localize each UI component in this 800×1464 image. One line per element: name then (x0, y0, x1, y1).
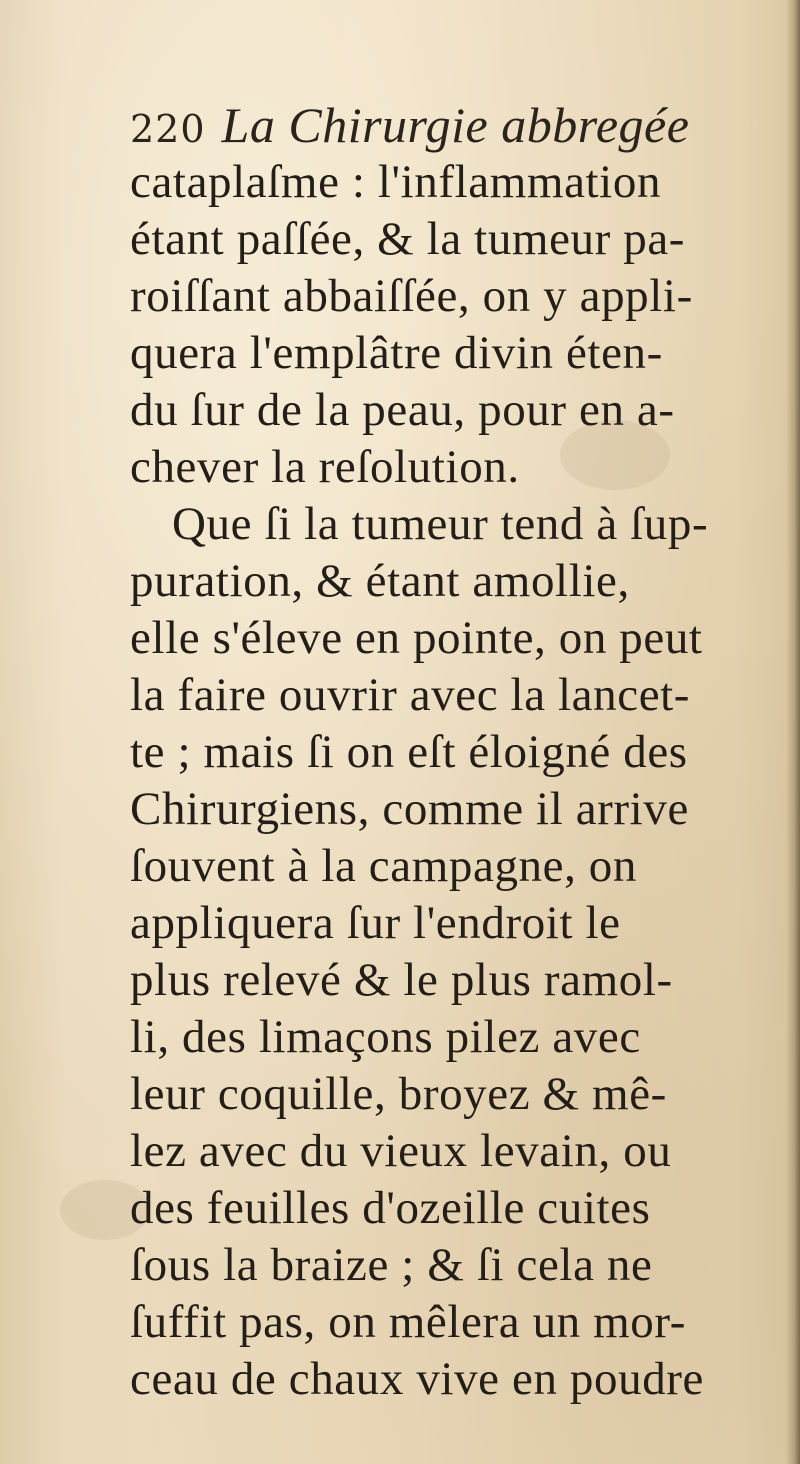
text-line: ſous la braize ; & ſi cela ne (130, 1239, 653, 1291)
text-line: roiſſant abbaiſſée, on y appli- (130, 270, 693, 322)
text-line: du ſur de la peau, pour en a- (130, 384, 675, 436)
body-text (130, 154, 750, 1408)
text-line: elle s'éleve en pointe, on peut (130, 612, 703, 664)
text-line: des feuilles d'ozeille cuites (130, 1182, 651, 1234)
paragraph-start-line: Que ſi la tumeur tend à ſup- (172, 498, 709, 550)
text-line: ſouvent à la campagne, on (130, 840, 638, 892)
text-line: chever la reſolution. (130, 441, 520, 493)
text-line: li, des limaçons pilez avec (130, 1011, 641, 1063)
text-line: étant paſſée, & la tumeur pa- (130, 213, 686, 265)
text-line: puration, & étant amollie, (130, 555, 630, 607)
text-line: leur coquille, broyez & mê- (130, 1068, 667, 1120)
text-line: appliquera ſur l'endroit le (130, 897, 621, 949)
text-line: ſuffit pas, on mêlera un mor- (130, 1296, 686, 1348)
page-number: 220 (130, 107, 206, 151)
text-line: plus relevé & le plus ramol- (130, 954, 673, 1006)
running-head: La Chirurgie abbregée (221, 97, 690, 153)
text-line: Chirurgiens, comme il arrive (130, 783, 689, 835)
text-line: ceau de chaux vive en poudre (130, 1353, 705, 1405)
text-line: quera l'emplâtre divin éten- (130, 327, 663, 379)
page-edge-shadow (786, 0, 800, 1464)
page-header (130, 96, 689, 156)
text-line: la faire ouvrir avec la lancet- (130, 669, 691, 721)
text-line: lez avec du vieux levain, ou (130, 1125, 672, 1177)
text-line: cataplaſme : l'inflammation (130, 156, 662, 208)
text-line: te ; mais ſi on eſt éloigné des (130, 726, 688, 778)
